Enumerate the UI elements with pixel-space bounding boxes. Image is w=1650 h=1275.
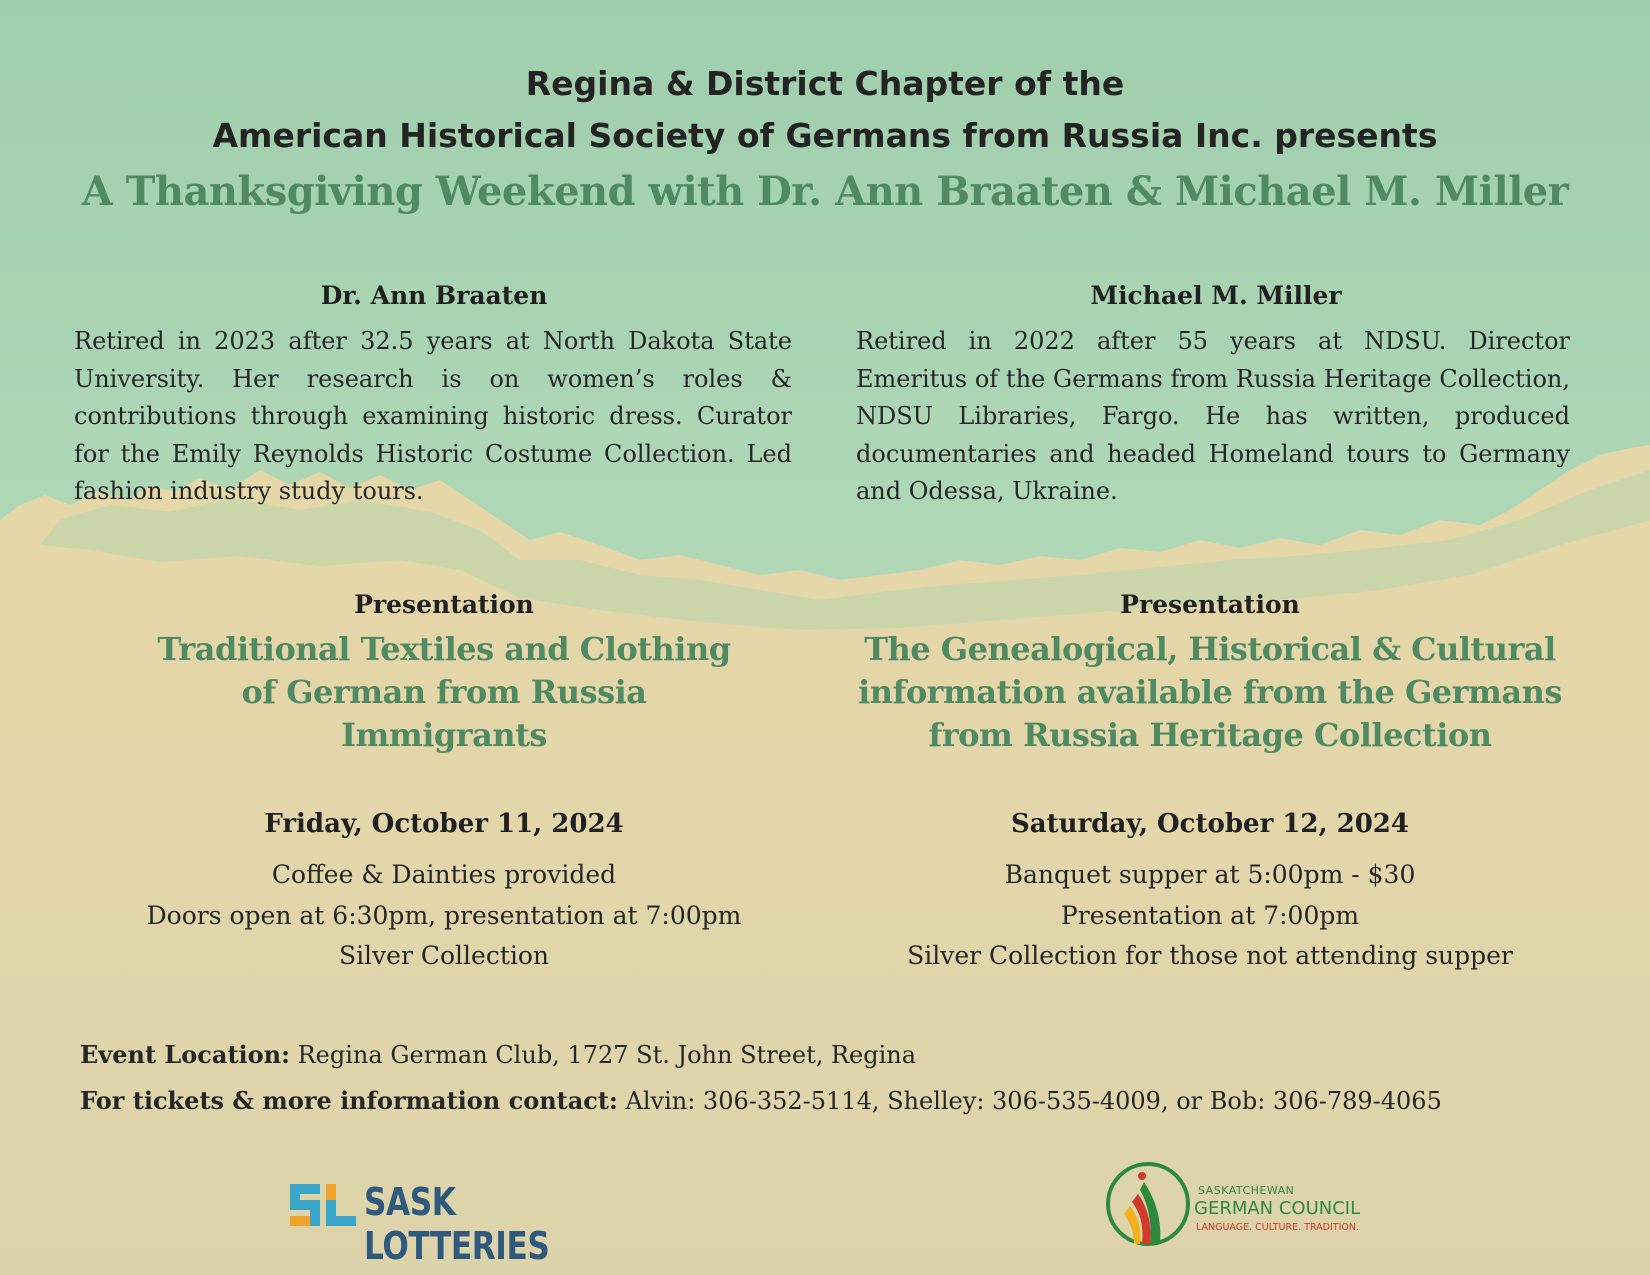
presentation-title-left — [84, 628, 804, 757]
event-location-label: Event Location: — [80, 1040, 290, 1069]
detail-line: Silver Collection for those not attending supper — [907, 941, 1513, 970]
detail-line: Silver Collection — [338, 941, 550, 970]
presentation-title-line: Traditional Textiles and Clothing — [157, 630, 731, 668]
detail-line: Doors open at 6:30pm, presentation at 7:00pm — [146, 900, 742, 930]
details-right — [830, 855, 1590, 977]
event-title: A Thanksgiving Weekend with Dr. Ann Braaten & Michael M. Miller — [81, 168, 1569, 215]
event-contact — [80, 1086, 1442, 1115]
sgc-tagline-text: LANGUAGE. CULTURE. TRADITION. — [1196, 1222, 1359, 1233]
speaker-name-miller: Michael M. Miller — [1090, 281, 1342, 310]
sgc-name-text: GERMAN COUNCIL — [1194, 1198, 1361, 1219]
header-line-1: Regina & District Chapter of the — [525, 64, 1125, 103]
sgc-top-text: SASKATCHEWAN — [1198, 1184, 1295, 1197]
presentation-title-line: from Russia Heritage Collection — [928, 716, 1492, 754]
event-location — [80, 1040, 916, 1069]
sask-lotteries-mark-icon — [288, 1180, 358, 1230]
presentation-label-right: Presentation — [1120, 590, 1300, 619]
date-right: Saturday, October 12, 2024 — [1011, 809, 1409, 839]
speaker-bio-braaten: Retired in 2023 after 32.5 years at North Dakota State University. Her research is on women’s roles & contributions through examining historic dress. Curator for the Emily Reynolds Historic Costume Collection. Led fashion industry study tours. — [74, 327, 792, 505]
detail-line: Presentation at 7:00pm — [1060, 900, 1360, 930]
details-left — [64, 855, 824, 977]
presentation-title-right — [830, 628, 1590, 757]
presentation-title-line: The Genealogical, Historical & Cultural — [864, 630, 1556, 668]
event-contact-label: For tickets & more information contact: — [80, 1086, 618, 1115]
sask-lotteries-text: SASK LOTTERIES — [364, 1180, 550, 1268]
sgc-logo — [1104, 1160, 1364, 1252]
speaker-name-braaten: Dr. Ann Braaten — [320, 281, 548, 310]
presentation-label-left: Presentation — [354, 590, 534, 619]
detail-line: Banquet supper at 5:00pm - $30 — [1004, 860, 1416, 889]
detail-line: Coffee & Dainties provided — [271, 860, 617, 889]
date-left: Friday, October 11, 2024 — [264, 809, 624, 839]
speaker-bio-miller: Retired in 2022 after 55 years at NDSU. Director Emeritus of the Germans from Russia Heritage Collection, NDSU Libraries, Fargo. He has written, produced documentaries and headed Homeland tours to Germany and Odessa, Ukraine. — [856, 327, 1570, 505]
sask-lotteries-logo — [288, 1176, 628, 1268]
event-contact-value: Alvin: 306-352-5114, Shelley: 306-535-4009, or Bob: 306-789-4065 — [625, 1087, 1442, 1115]
presentation-title-line: information available from the Germans — [858, 673, 1562, 711]
presentation-title-line: of German from Russia — [241, 673, 647, 711]
sgc-emblem-icon — [1104, 1160, 1192, 1248]
header-line-2: American Historical Society of Germans from Russia Inc. presents — [212, 116, 1438, 155]
event-location-value: Regina German Club, 1727 St. John Street, Regina — [297, 1041, 917, 1069]
presentation-title-line: Immigrants — [341, 716, 547, 754]
